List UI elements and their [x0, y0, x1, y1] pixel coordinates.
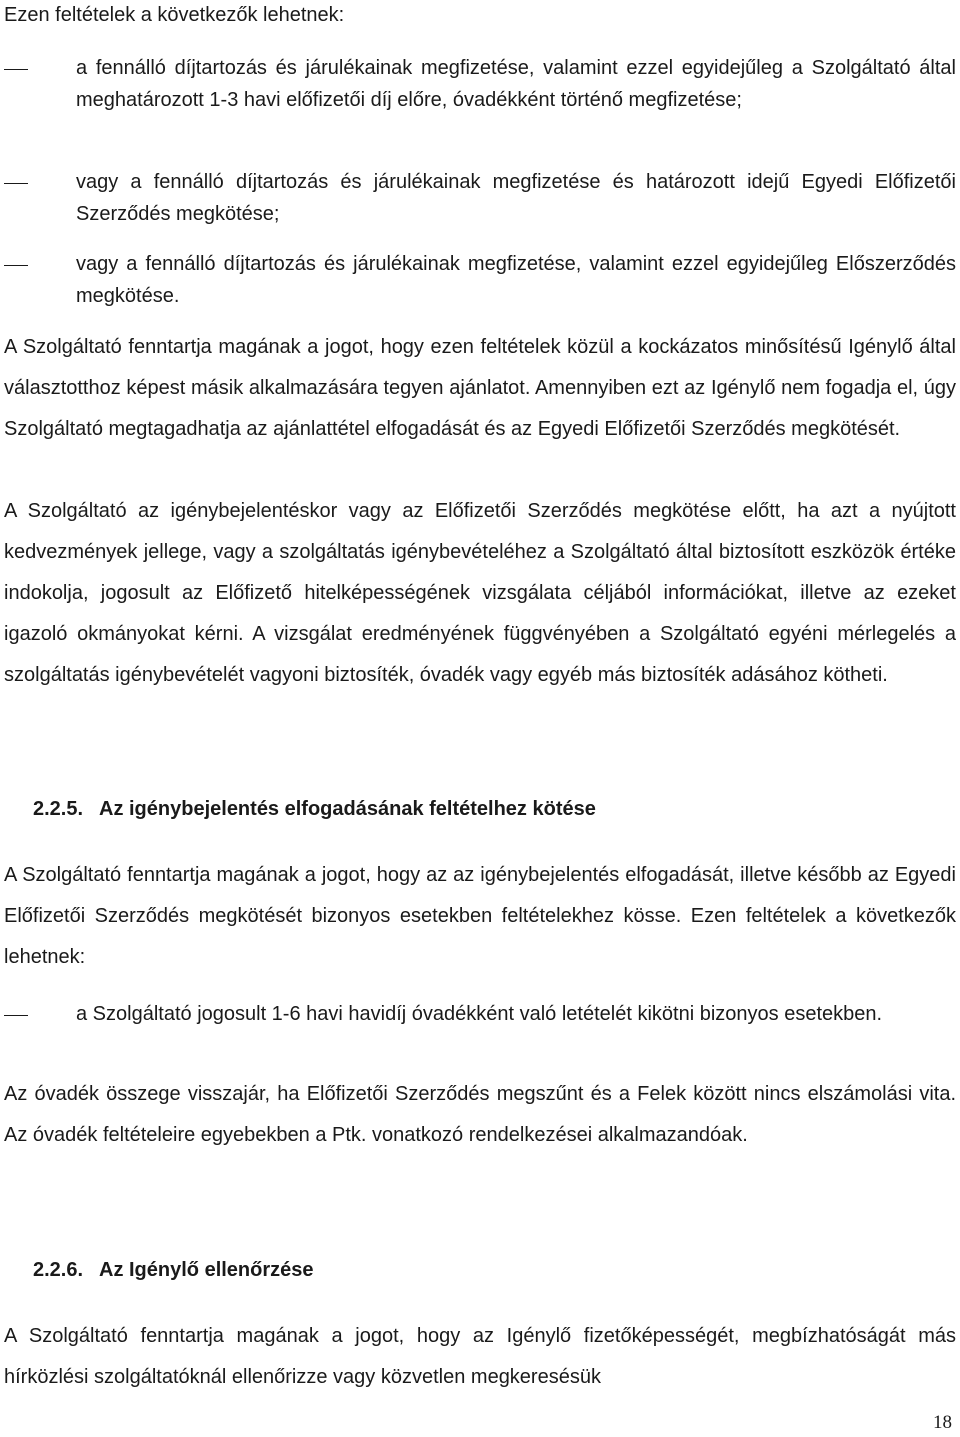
section-title: Az igénybejelentés elfogadásának feltételhez kötése — [99, 798, 596, 820]
paragraph-reserve-right: A Szolgáltató fenntartja magának a jogot, hogy ezen feltételek közül a kockázatos minősítésű Igénylő által választotthoz képest másik alkalmazására tegyen ajánlatot. Amennyiben ezt az Igénylő nem fogadja el, úgy Szolgáltató megtagadhatja az ajánlattétel elfogadását és az Egyedi Előfizetői Szerződés megkötését. — [4, 336, 956, 440]
section-heading-2-2-6 — [33, 1256, 314, 1284]
section-paragraph: Az óvadék összege visszajár, ha Előfizetői Szerződés megszűnt és a Felek között nincs elszámolási vita. Az óvadék feltételeire egyebekben a Ptk. vonatkozó rendelkezései alkalmazandóak. — [4, 1083, 956, 1146]
section-number: 2.2.5. — [33, 798, 84, 820]
section-heading-2-2-5 — [33, 795, 596, 823]
section-title: Az Igénylő ellenőrzése — [99, 1259, 314, 1281]
paragraph-credit-check: A Szolgáltató az igénybejelentéskor vagy az Előfizetői Szerződés megkötése előtt, ha azt a nyújtott kedvezmények jellege, vagy a szolgáltatás igénybevételéhez a Szolgáltató által biztosított eszközök értéke indokolja, jogosult az Előfizető hitelképességének vizsgálata céljából információkat, illetve az ezeket igazoló okmányokat kérni. A vizsgálat eredményének függvényében a Szolgáltató egyéni mérlegelés a szolgáltatás igénybevételét vagyoni biztosíték, óvadék vagy egyéb más biztosíték adásához kötheti. — [4, 500, 956, 686]
list-item-text: vagy a fennálló díjtartozás és járulékainak megfizetése, valamint ezzel egyidejűleg Előszerződés megkötése. — [76, 253, 956, 307]
list-item-text: vagy a fennálló díjtartozás és járulékainak megfizetése és határozott idejű Egyedi Előfizetői Szerződés megkötése; — [76, 171, 956, 225]
dash-bullet-icon — [4, 265, 28, 266]
dash-bullet-icon — [4, 183, 28, 184]
section-number: 2.2.6. — [33, 1259, 84, 1281]
page-number: 18 — [933, 1412, 952, 1433]
dash-bullet-icon — [4, 69, 28, 70]
section-paragraph: A Szolgáltató fenntartja magának a jogot, hogy az az igénybejelentés elfogadását, illetve később az Egyedi Előfizetői Szerződés megkötését bizonyos esetekben feltételekhez kösse. Ezen feltételek a következők lehetnek: — [4, 864, 956, 968]
dash-bullet-icon — [4, 1015, 28, 1016]
section-paragraph: A Szolgáltató fenntartja magának a jogot, hogy az Igénylő fizetőképességét, megbízhatóságát más hírközlési szolgáltatóknál ellenőrizze vagy közvetlen megkeresésük — [4, 1325, 956, 1388]
list-item-text: a Szolgáltató jogosult 1-6 havi havidíj óvadékként való letételét kikötni bizonyos esetekben. — [76, 1003, 883, 1025]
intro-text: Ezen feltételek a következők lehetnek: — [4, 4, 345, 26]
list-item-text: a fennálló díjtartozás és járulékainak megfizetése, valamint ezzel egyidejűleg a Szolgáltató által meghatározott 1-3 havi előfizetői díj előre, óvadékként történő megfizetése; — [76, 57, 956, 111]
